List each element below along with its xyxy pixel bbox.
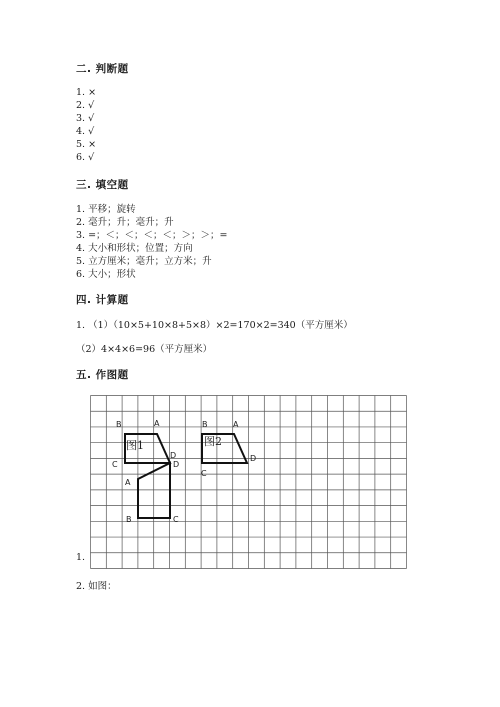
fig1-vertex-b: B xyxy=(116,420,122,429)
figure-1-title: 图1 xyxy=(126,439,144,452)
section-calc-title: 四. 计算题 xyxy=(76,294,129,306)
calc-answer-1: 1. （1）（10×5+10×8+5×8）×2=170×2=340（平方厘米） xyxy=(76,320,353,331)
fig1-vertex-c: C xyxy=(112,460,118,469)
section-judge-title: 二. 判断题 xyxy=(76,63,129,75)
figure-2-title: 图2 xyxy=(204,435,222,448)
fill-answer-3: 3. =；＜；＜；＜；＜；＞；＞；= xyxy=(76,230,228,241)
judge-answer-4: 4. √ xyxy=(76,126,95,137)
section-draw-title: 五. 作图题 xyxy=(76,369,129,381)
fig3-vertex-a: A xyxy=(125,478,131,487)
draw-item-2: 2. 如图： xyxy=(76,581,117,592)
fill-answer-5: 5. 立方厘米；毫升；立方米；升 xyxy=(76,256,212,267)
grid-svg xyxy=(90,395,407,569)
fill-answer-2: 2. 毫升；升；毫升；升 xyxy=(76,217,174,228)
fig1-vertex-d: D xyxy=(170,451,177,460)
fig3-vertex-c: C xyxy=(173,515,179,524)
drawing-grid-figure xyxy=(90,395,407,569)
fig1-vertex-a: A xyxy=(154,419,160,428)
judge-answer-5: 5. × xyxy=(76,139,97,150)
judge-answer-3: 3. √ xyxy=(76,113,95,124)
draw-item-1: 1. xyxy=(76,552,86,563)
section-fill-title: 三. 填空题 xyxy=(76,179,129,191)
judge-answer-2: 2. √ xyxy=(76,100,95,111)
judge-answer-6: 6. √ xyxy=(76,152,95,163)
fig2-vertex-b: B xyxy=(202,420,208,429)
fill-answer-1: 1. 平移；旋转 xyxy=(76,204,136,215)
fill-answer-6: 6. 大小；形状 xyxy=(76,269,136,280)
fig2-vertex-c: C xyxy=(201,469,207,478)
judge-answer-1: 1. × xyxy=(76,87,97,98)
calc-answer-2: （2）4×4×6=96（平方厘米） xyxy=(76,344,213,355)
fig2-vertex-a: A xyxy=(233,420,239,429)
fig3-vertex-d: D xyxy=(173,460,180,469)
fig3-vertex-b: B xyxy=(126,515,132,524)
fig2-vertex-d: D xyxy=(250,454,257,463)
fill-answer-4: 4. 大小和形状；位置；方向 xyxy=(76,243,193,254)
